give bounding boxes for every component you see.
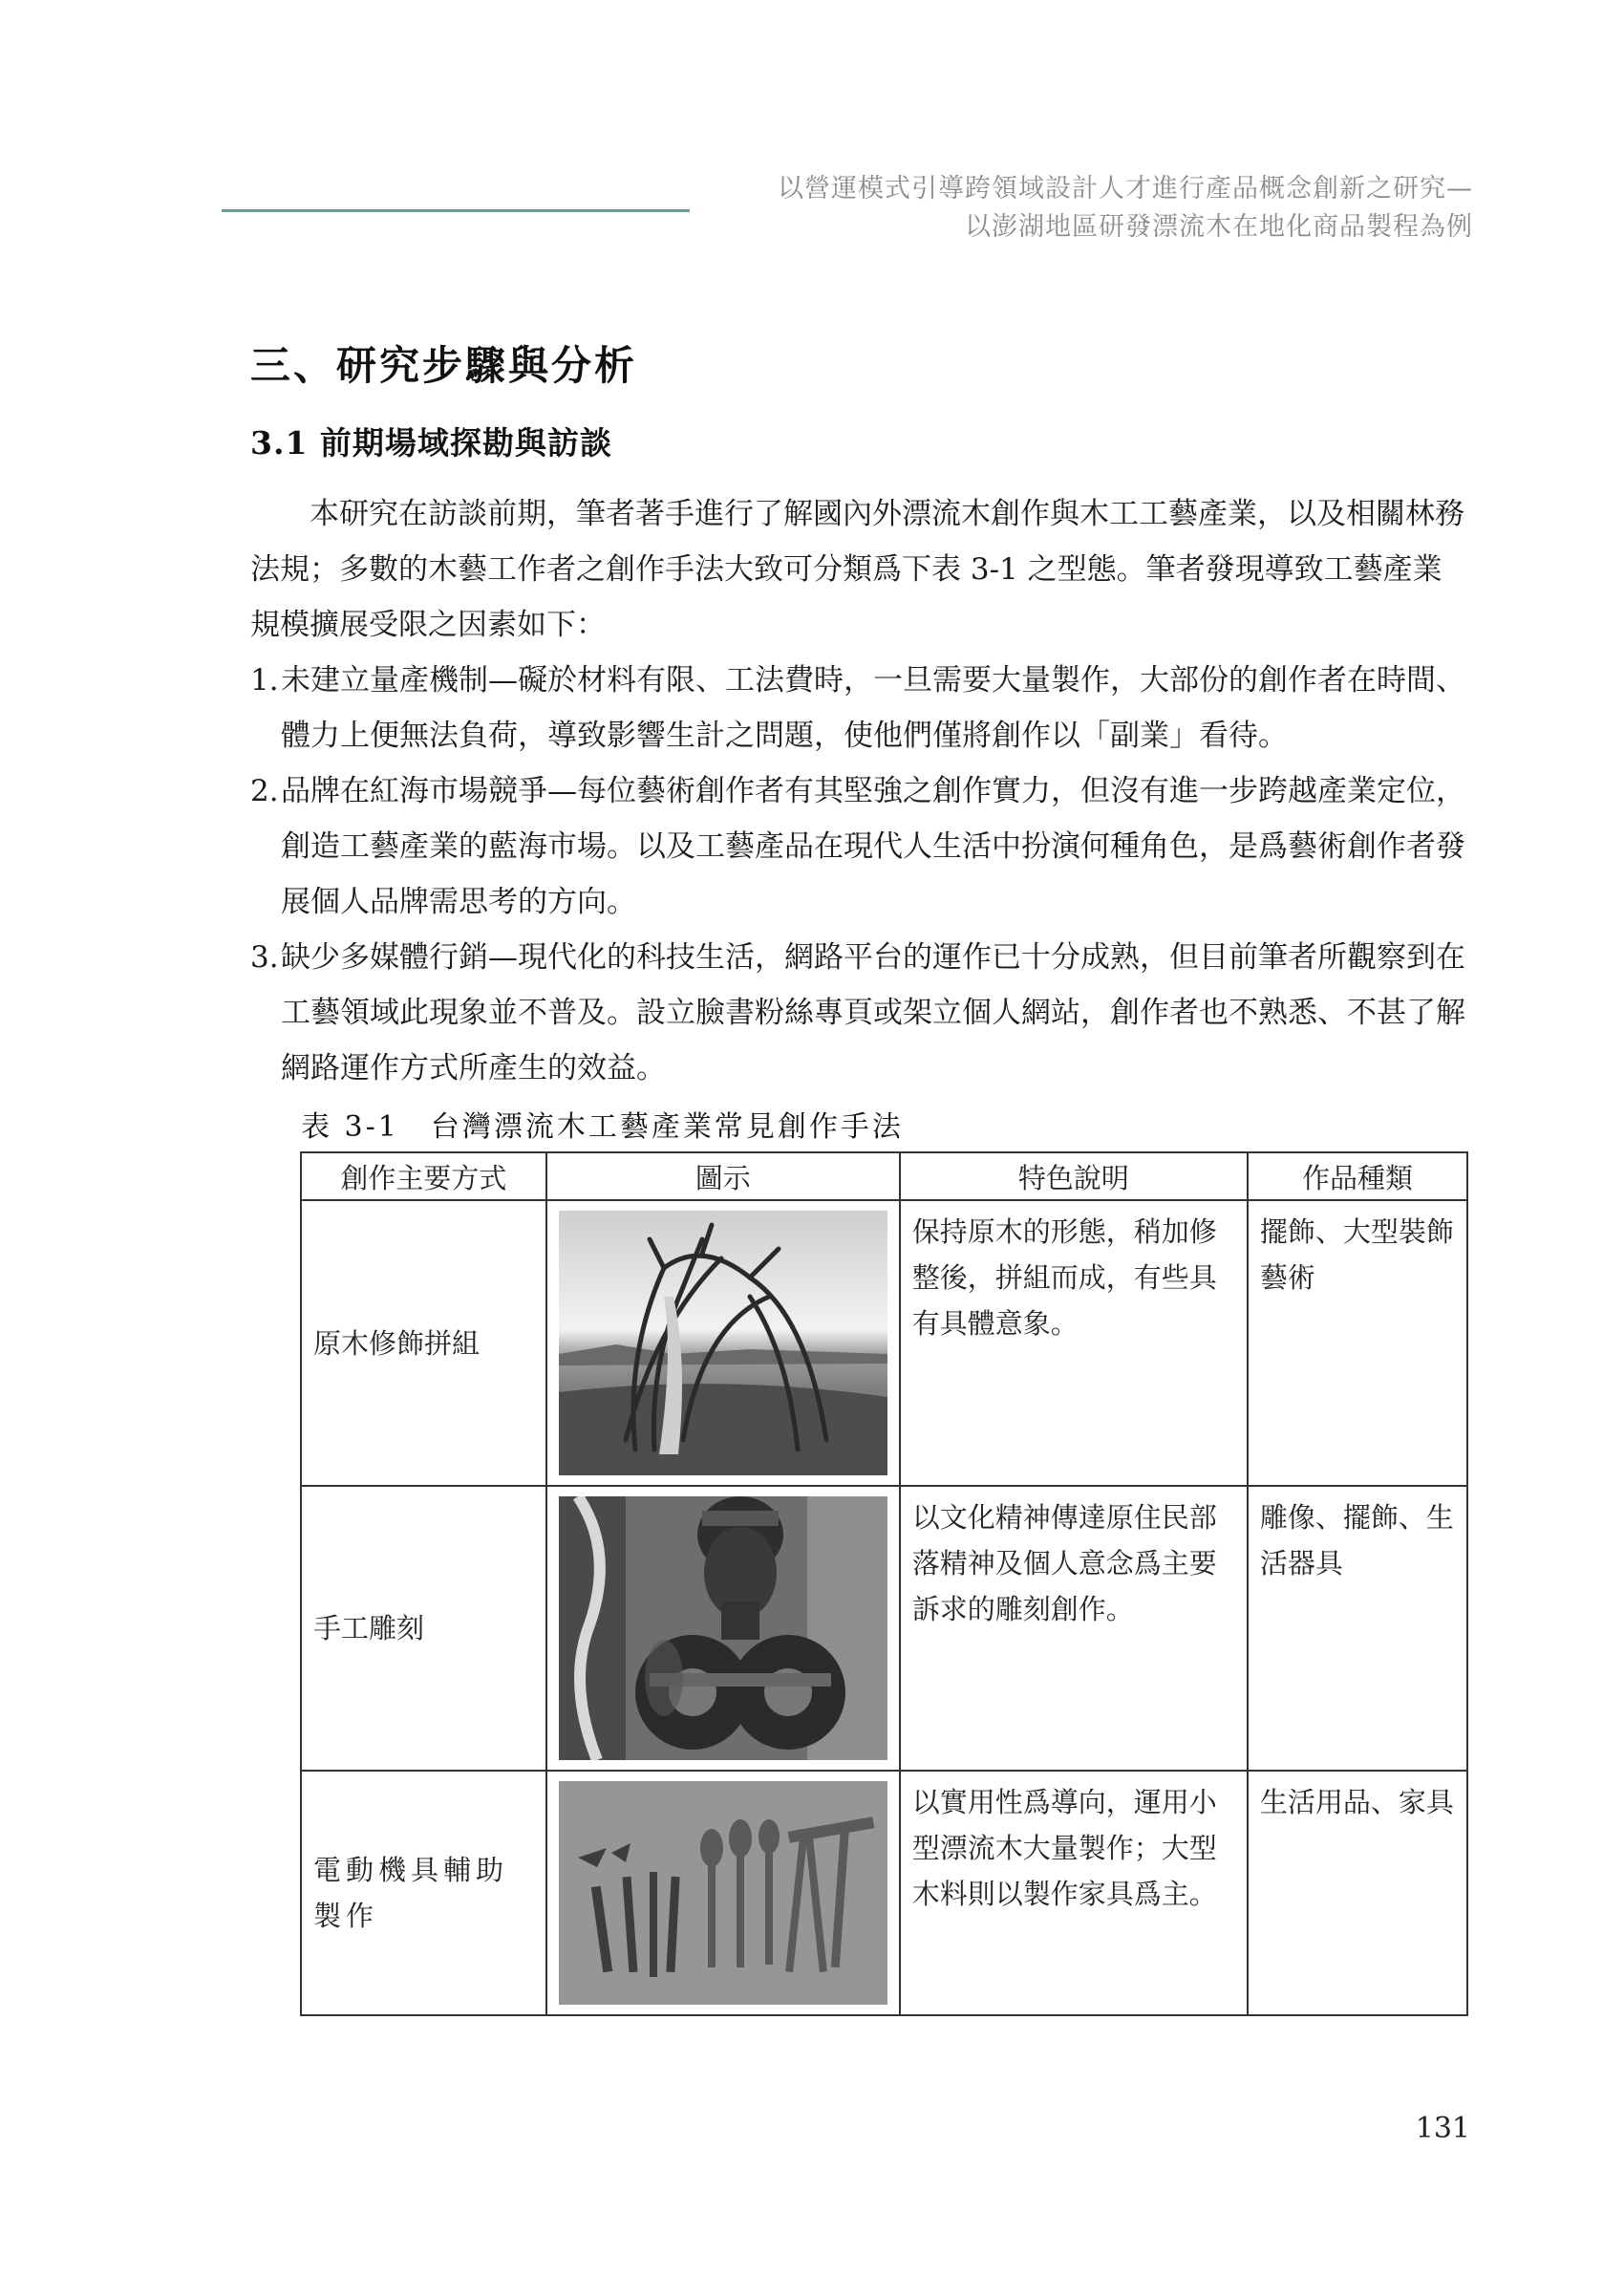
image-cell [546, 1200, 900, 1486]
table-header-row [301, 1152, 1467, 1200]
body-text [250, 486, 1468, 1096]
wooden-utensils-photo [559, 1781, 887, 2005]
list-text: 未建立量產機制—礙於材料有限、工法費時，一旦需要大量製作，大部份的創作者在時間、體力上便無法負荷，導致影響生計之問題，使他們僅將創作以「副業」看待。 [281, 663, 1465, 753]
header-method: 創作主要方式 [301, 1152, 546, 1200]
running-header [778, 170, 1473, 247]
list-item [250, 930, 1468, 1096]
techniques-table [300, 1151, 1468, 2016]
list-item [250, 653, 1468, 763]
list-number: 2. [250, 774, 279, 808]
desc-cell: 以實用性爲導向，運用小型漂流木大量製作；大型木料則以製作家具爲主。 [900, 1771, 1248, 2015]
carved-figure-photo [559, 1496, 887, 1760]
table-caption: 表 3-1 台灣漂流木工藝產業常見創作手法 [301, 1110, 904, 1144]
image-cell [546, 1771, 900, 2015]
method-cell: 電動機具輔助製作 [301, 1771, 546, 2015]
image-cell [546, 1486, 900, 1771]
list-number: 1. [250, 663, 279, 698]
running-header-line2: 以澎湖地區研發漂流木在地化商品製程為例 [965, 212, 1473, 242]
header-image: 圖示 [546, 1152, 900, 1200]
section-title: 3.1 前期場域探勘與訪談 [250, 424, 612, 462]
driftwood-arch-photo [559, 1211, 887, 1475]
list-text: 缺少多媒體行銷—現代化的科技生活，網路平台的運作已十分成熟，但目前筆者所觀察到在工藝領域此現象並不普及。設立臉書粉絲專頁或架立個人網站，創作者也不熟悉、不甚了解網路運作方式所產生的效益。 [281, 940, 1465, 1085]
list-number: 3. [250, 940, 279, 975]
desc-cell: 以文化精神傳達原住民部落精神及個人意念爲主要訴求的雕刻創作。 [900, 1486, 1248, 1771]
desc-cell: 保持原木的形態，稍加修整後，拼組而成，有些具有具體意象。 [900, 1200, 1248, 1486]
page-number: 131 [1415, 2112, 1470, 2145]
table-row [301, 1486, 1467, 1771]
type-cell: 雕像、擺飾、生活器具 [1248, 1486, 1467, 1771]
header-desc: 特色說明 [900, 1152, 1248, 1200]
header-rule [222, 209, 690, 212]
table-row [301, 1200, 1467, 1486]
list-item [250, 763, 1468, 930]
method-cell: 手工雕刻 [301, 1486, 546, 1771]
header-type: 作品種類 [1248, 1152, 1467, 1200]
table-row [301, 1771, 1467, 2015]
running-header-line1: 以營運模式引導跨領域設計人才進行產品概念創新之研究— [778, 174, 1473, 204]
type-cell: 擺飾、大型裝飾藝術 [1248, 1200, 1467, 1486]
intro-paragraph: 本研究在訪談前期，筆者著手進行了解國內外漂流木創作與木工工藝產業，以及相關林務法規；多數的木藝工作者之創作手法大致可分類爲下表 3-1 之型態。筆者發現導致工藝產業規模擴展受限之因素如下： [250, 497, 1464, 642]
method-cell: 原木修飾拼組 [301, 1200, 546, 1486]
chapter-title: 三、研究步驟與分析 [250, 342, 638, 389]
type-cell: 生活用品、家具 [1248, 1771, 1467, 2015]
list-text: 品牌在紅海市場競爭—每位藝術創作者有其堅強之創作實力，但沒有進一步跨越產業定位，創造工藝產業的藍海市場。以及工藝產品在現代人生活中扮演何種角色，是爲藝術創作者發展個人品牌需思考的方向。 [281, 774, 1465, 919]
